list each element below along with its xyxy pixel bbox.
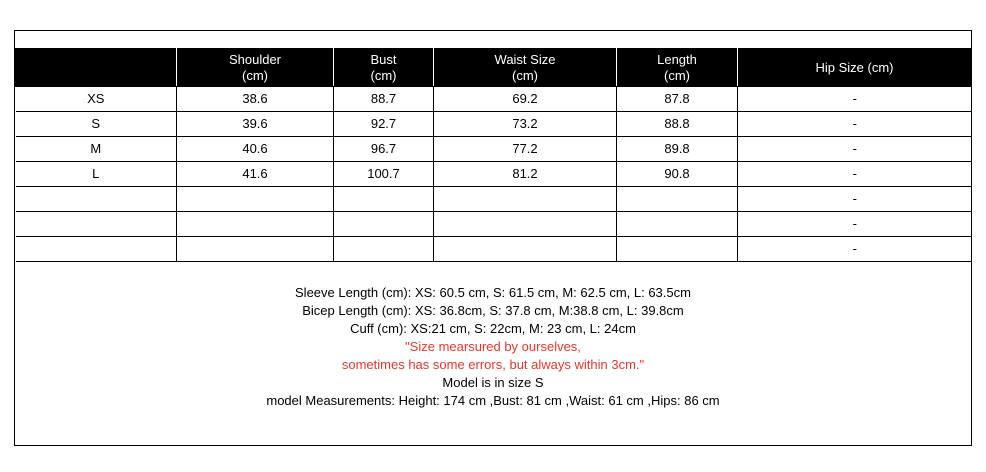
- shoulder-cell: [177, 237, 334, 262]
- model-size-note: Model is in size S: [442, 375, 544, 390]
- disclaimer-line-1: "Size mearsured by ourselves,: [405, 339, 581, 354]
- table-row: [16, 237, 972, 262]
- length-cell: 89.8: [617, 137, 738, 162]
- shoulder-col-header: Shoulder (cm): [177, 49, 334, 87]
- waist-cell: [434, 237, 617, 262]
- shoulder-cell: 39.6: [177, 112, 334, 137]
- shoulder-cell: 41.6: [177, 162, 334, 187]
- bust-cell: [334, 212, 434, 237]
- shoulder-cell: [177, 187, 334, 212]
- hip-cell: -: [738, 237, 972, 262]
- sleeve-length-note: Sleeve Length (cm): XS: 60.5 cm, S: 61.5 cm, M: 62.5 cm, L: 63.5cm: [295, 285, 691, 300]
- waist-cell: [434, 187, 617, 212]
- model-measurements-note: model Measurements: Height: 174 cm ,Bust: 81 cm ,Waist: 61 cm ,Hips: 86 cm: [266, 393, 720, 408]
- length-col-header: Length (cm): [617, 49, 738, 87]
- header-row: [16, 49, 972, 87]
- length-cell: 90.8: [617, 162, 738, 187]
- length-cell: [617, 187, 738, 212]
- hip-cell: -: [738, 112, 972, 137]
- table-row: [16, 212, 972, 237]
- bust-cell: [334, 187, 434, 212]
- table-row: [16, 162, 972, 187]
- disclaimer-line-2: sometimes has some errors, but always within 3cm.": [341, 357, 645, 372]
- bust-cell: 96.7: [334, 137, 434, 162]
- hip-cell: -: [738, 87, 972, 112]
- shoulder-cell: [177, 212, 334, 237]
- hip-cell: -: [738, 187, 972, 212]
- table-row: [16, 137, 972, 162]
- size-cell: [16, 212, 177, 237]
- length-cell: 87.8: [617, 87, 738, 112]
- waist-cell: 73.2: [434, 112, 617, 137]
- shoulder-cell: 40.6: [177, 137, 334, 162]
- waist-cell: [434, 212, 617, 237]
- size-notes: [15, 284, 971, 410]
- length-cell: 88.8: [617, 112, 738, 137]
- size-cell: L: [16, 162, 177, 187]
- bust-cell: [334, 237, 434, 262]
- bicep-length-note: Bicep Length (cm): XS: 36.8cm, S: 37.8 cm, M:38.8 cm, L: 39.8cm: [302, 303, 684, 318]
- bust-cell: 88.7: [334, 87, 434, 112]
- table-row: [16, 112, 972, 137]
- waist-cell: 81.2: [434, 162, 617, 187]
- size-table: [15, 48, 972, 262]
- length-cell: [617, 237, 738, 262]
- bust-cell: 100.7: [334, 162, 434, 187]
- size-chart: [14, 30, 972, 446]
- size-cell: S: [16, 112, 177, 137]
- waist-cell: 77.2: [434, 137, 617, 162]
- cuff-note: Cuff (cm): XS:21 cm, S: 22cm, M: 23 cm, L: 24cm: [350, 321, 636, 336]
- waist-col-header: Waist Size (cm): [434, 49, 617, 87]
- hip-cell: -: [738, 137, 972, 162]
- table-row: [16, 187, 972, 212]
- size-cell: [16, 237, 177, 262]
- hip-col-header: Hip Size (cm): [738, 49, 972, 87]
- bust-cell: 92.7: [334, 112, 434, 137]
- size-cell: M: [16, 137, 177, 162]
- hip-cell: -: [738, 162, 972, 187]
- size-col-header: [16, 49, 177, 87]
- hip-cell: -: [738, 212, 972, 237]
- shoulder-cell: 38.6: [177, 87, 334, 112]
- table-row: [16, 87, 972, 112]
- size-cell: XS: [16, 87, 177, 112]
- bust-col-header: Bust (cm): [334, 49, 434, 87]
- length-cell: [617, 212, 738, 237]
- size-cell: [16, 187, 177, 212]
- waist-cell: 69.2: [434, 87, 617, 112]
